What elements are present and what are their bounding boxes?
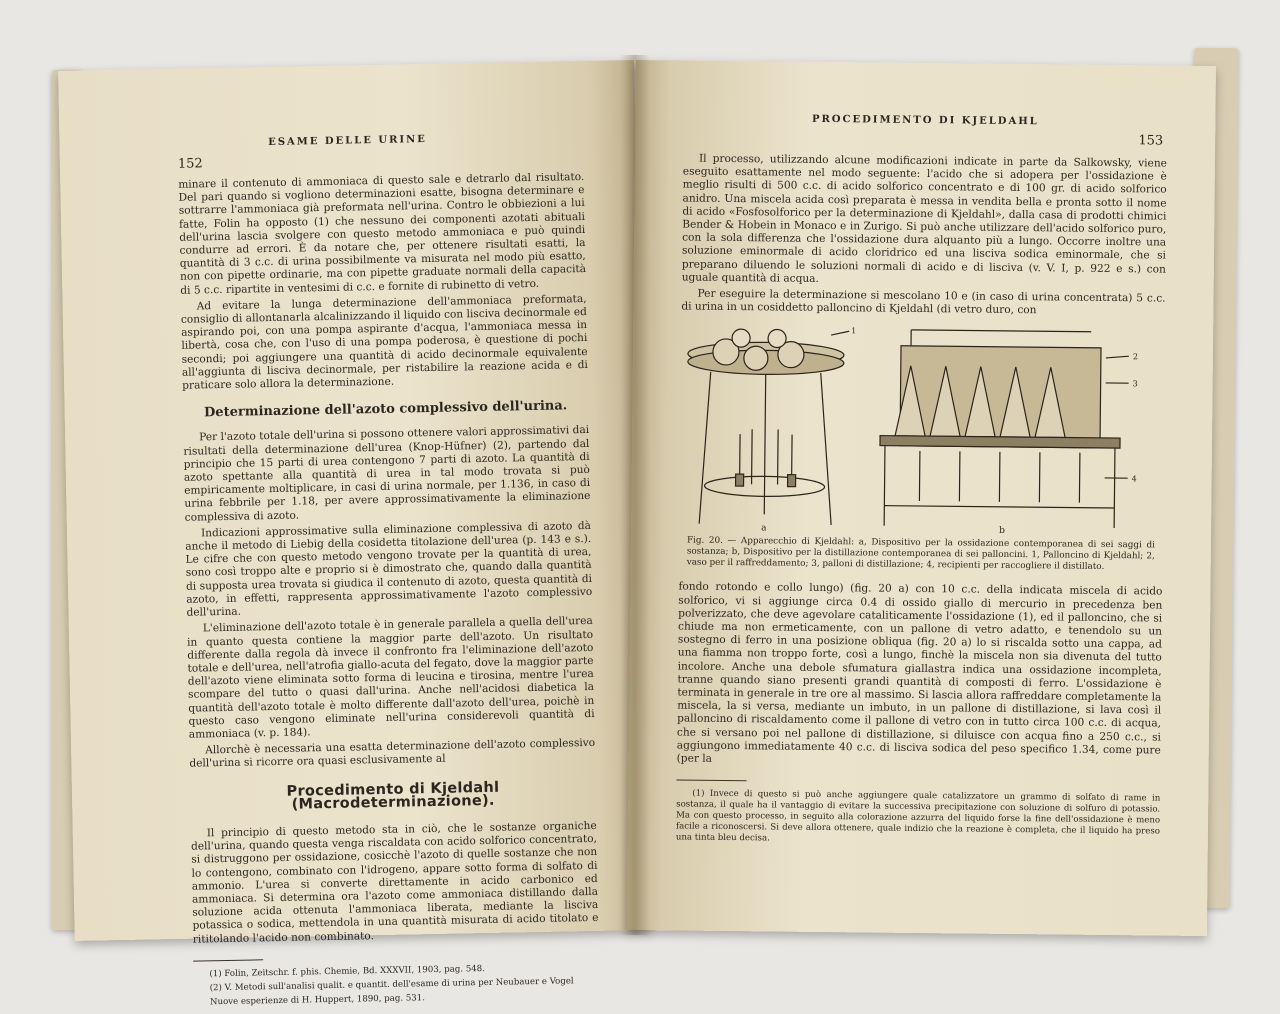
figure-callout-3: 3 [1133, 380, 1138, 389]
apparatus-b-illustration [879, 330, 1129, 529]
figure-caption: Fig. 20. — Apparecchio di Kjeldahl: a, Dispositivo per la ossidazione contemporanea di sei saggi di sostanza; b, Dispositivo per la distillazione contemporanea di sei palloncini. 1, Palloncino di Kjeldahl; 2, vaso per il raffreddamento; 3, palloni di distillazione; 4, recipienti per raccogliere il distillato. [687, 536, 1155, 574]
right-page [627, 60, 1216, 936]
figure-callout-2: 2 [1133, 353, 1138, 362]
footnote: (1) Invece di questo si può anche aggiungere quale catalizzatore un grammo di solfato di rame in sostanza, il quale ha il vantaggio di evitare la successiva precipitazione con soluzione di solfuro di potassio. Ma con questo processo, in seguito alla colorazione azzurra del liquido forse la fine dell'ossidazione è meno facile a riconoscersi. Si deve allora ottenere, quale indizio che la reazione è completa, che il liquido ha preso una tinta bleu decisa. [676, 789, 1161, 849]
figure-callout-4: 4 [1132, 475, 1137, 484]
page-body [178, 171, 600, 1011]
footnote-rule [676, 780, 746, 782]
running-head: PROCEDIMENTO DI KJELDAHL [635, 112, 1215, 138]
figure-label-a: a [761, 524, 767, 534]
page-number: 153 [1138, 133, 1163, 148]
apparatus-engraving [679, 324, 1165, 537]
paragraph: Per l'azoto totale dell'urina si possono ottenere valori approssimativi dai risultati della determinazione dell'urea (Knop-Hüfner) (2), partendo dal principio che 15 parti di urea contengono 7 parti di azoto. La quantità di azoto spettante alla quantità di urea in tal modo trovata si può empiricamente moltiplicare, in casi di urina normale, per 1.136, in caso di urina febbrile per 1.18, per avere approssimativamente la eliminazione complessiva di azoto. [183, 424, 591, 524]
paragraph: Per eseguire la determinazione si mescolano 10 e (in caso di urina concentrata) 5 c.c. di urina in un cosiddetto palloncino di Kjeldahl (di vetro duro, con [681, 288, 1165, 319]
page-number: 152 [178, 156, 203, 171]
figure-callout-1: 1 [851, 327, 856, 336]
section-heading: Determinazione dell'azoto complessivo dell'urina. [183, 399, 589, 420]
footnote-rule [193, 959, 263, 961]
paragraph: Ad evitare la lunga determinazione dell'ammoniaca preformata, consiglio di allontanarla alcalinizzando il liquido con lisciva decinormale ed aspirando poi, con una pompa aspirante d'acqua, l'ammoniaca messa in libertà, cosa che, con l'uso di una pompa poderosa, è questione di pochi secondi; poi aggiungere una quantità di acido decinormale equivalente all'aggiunta di lisciva decinormale, per ristabilire la reazione acida e di praticare solo allora la determinazione. [181, 293, 589, 393]
paragraph: Il processo, utilizzando alcune modificazioni indicate in parte da Salkowsky, viene eseguito esattamente nel modo seguente: l'acido che si adopera per l'ossidazione è meglio risulti di 500 c.c. di acido solforico concentrato e di 100 gr. di acido solforico anidro. Una miscela acida così preparata è messa in vendita bella e pronta sotto il nome di acido «Fosfosolforico per la determinazione di Kjeldahl», dalla casa di prodotti chimici Bender & Hobein in Monaco e in Zurigo. Si può anche utilizzare dell'acido solforico puro, con la sola differenza che l'ossidazione dura alquanto più a lungo. Occorre inoltre una soluzione eminormale di acido cloridrico ed una lisciva sodica eminormale, che si preparano diluendo le soluzioni normali di acido e di lisciva (v. V. I, p. 922 e s.) con uguale quantità di acqua. [682, 152, 1167, 289]
footnote: (1) Folin, Zeitschr. f. phis. Chemie, Bd. XXXVII, 1903, pag. 548. [193, 962, 599, 981]
section-heading: Procedimento di Kjeldahl (Macrodeterminazione). [190, 779, 596, 813]
paragraph: Allorchè è necessaria una esatta determinazione dell'azoto complessivo dell'urina si ricorre ora quasi esclusivamente al [189, 737, 595, 771]
figure-kjeldahl-apparatus [679, 324, 1165, 537]
running-head: ESAME DELLE URINE [59, 130, 635, 161]
paragraph: L'eliminazione dell'azoto totale è in generale parallela a quella dell'urea in quanto questa contiene la maggior parte dell'azoto. Un risultato differente dalla regola dà invece il confronto fra l'eliminazione dell'azoto totale e dell'urea, nell'atrofia giallo-acuta del fegato, dove la maggior parte dell'azoto viene eliminata sotto forma di leucina e tirosina, mentre l'urea scompare del tutto o quasi dall'urina. Anche nell'acidosi diabetica la quantità dell'azoto totale è molto differente dall'azoto dell'urea, poichè in questo caso vengono eliminate nell'urina considerevoli quantità di ammoniaca (v. p. 184). [187, 615, 595, 742]
book-gutter-shadow [620, 55, 650, 935]
left-page [58, 60, 651, 941]
paragraph: Indicazioni approssimative sulla eliminazione complessiva di azoto dà anche il metodo di Liebig della cosidetta titolazione dell'urea (p. 143 e s.). Le cifre che con questo metodo vengono trovate per la quantità di urea, sono così troppo alte e proprio si è dimostrato che, quando dalla quantità di supposta urea trovata si giudica il contenuto di azoto, questa quantità di azoto, in effetti, rappresenta approssimativamente l'azoto complessivo dell'urina. [185, 520, 593, 620]
paragraph: Il principio di questo metodo sta in ciò, che le sostanze organiche dell'urina, quando questa venga riscaldata con acido solforico concentrato, si distruggono per ossidazione, cosicchè l'azoto di quelle sostanze che non lo contengono, combinato con l'idrogeno, appare sotto forma di solfato di ammonio. L'urea si converte direttamente in acido carbonico ed ammoniaca. Si determina ora l'azoto come ammoniaca distillando dalla soluzione acida ottenuta l'ammoniaca liberata, mediante la lisciva potassica o sodica, mettendola in una quantità misurata di acido titolato e rititolando l'acido non combinato. [191, 820, 599, 947]
footnote: Nuove esperienze di H. Huppert, 1890, pag. 531. [194, 990, 600, 1009]
page-body [676, 152, 1167, 851]
figure-label-b: b [999, 526, 1005, 536]
paragraph: fondo rotondo e collo lungo) (fig. 20 a) con 10 c.c. della indicata miscela di acido solforico, vi si aggiunge circa 0.4 di ossido giallo di mercurio in precedenza ben polverizzato, che deve agevolare cataliticamente l'ossidazione (1), ed il palloncino, che si chiude ma non ermeticamente, con un pallone di vetro adatto, e tenendolo su un sostegno di ferro in una posizione obliqua (fig. 20 a) lo si riscalda sotto una cappa, ad una fiamma non troppo forte, così a lungo, finchè la miscela non sia divenuta del tutto incolore. Anche una debole sfumatura giallastra indica una ossidazione incompleta, tranne quando siano presenti grandi quantità di composti di ferro. L'ossidazione è terminata in generale in tre ore al massimo. Si lascia allora raffreddare completamente la miscela, la si versa, mediante un imbuto, in un pallone di distillazione, si lava così il palloncino di riscaldamento come il pallone di vetro con in tutto circa 100 c.c. di acqua, che si versano poi nel pallone di distillazione, si diluisce con acqua fino a 250 c.c., si aggiungono immediatamente 40 c.c. di lisciva sodica del peso specifico 1.34, come pure (per la [677, 581, 1163, 771]
paragraph: minare il contenuto di ammoniaca di questo sale e detrarlo dal risultato. Del pari quando si vogliono determinazioni esatte, bisogna determinare e sottrarre l'ammoniaca già preformata nell'urina. Contro le obbiezioni a lui fatte, Folin ha opposto (1) che nessuno dei componenti azotati abituali dell'urina lascia svolgere con questo metodo ammoniaca e può quindi condurre ad errori. È da notare che, per ottenere risultati esatti, la quantità di 3 c.c. di urina possibilmente va misurata nel modo più esatto, non con pipette ordinarie, ma con pipette graduate normali della capacità di 5 c.c. ripartite in ventesimi di c.c. e fornite di rubinetto di vetro. [178, 171, 586, 298]
footnote: (2) V. Metodi sull'analisi qualit. e quantit. dell'esame di urina per Neubauer e Vogel [194, 976, 600, 995]
apparatus-a-illustration [686, 329, 849, 526]
